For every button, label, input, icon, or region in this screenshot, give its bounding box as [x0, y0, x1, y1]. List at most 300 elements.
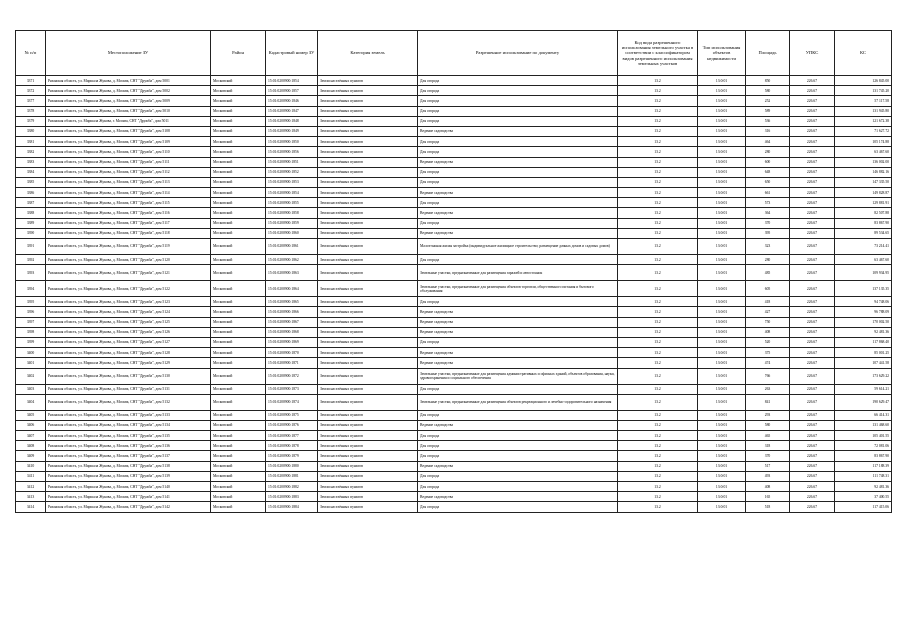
- cell-use-code: 13.2: [618, 337, 698, 347]
- cell-location: Рязанская область, ул. Маршала Жукова, д. Москва, СНТ "Дружба", дом 5121: [46, 265, 211, 281]
- cell-cadastral-number: 15:01:0200900:1846: [266, 96, 318, 106]
- cell-ks: 173 629.22: [835, 368, 892, 384]
- cell-object-type: 13:0:01: [698, 228, 746, 238]
- cell-location: Рязанская область, ул. Маршала Жукова, д. Москва, СНТ "Дружба", дом 5134: [46, 420, 211, 430]
- cell-area: 648: [746, 167, 790, 177]
- cell-upks: 226.67: [790, 317, 835, 327]
- cell-object-type: 13:0:01: [698, 167, 746, 177]
- cell-cadastral-number: 15:01:0200900:1873: [266, 384, 318, 394]
- cell-land-category: Земли населённых пунктов: [318, 358, 418, 368]
- cell-cadastral-number: 15:01:0200900:1862: [266, 255, 318, 265]
- cell-ks: 131 745.20: [835, 86, 892, 96]
- cell-permitted-use: Для огорода: [418, 255, 618, 265]
- cell-location: Рязанская область, ул. Маршала Жукова, д. Москва, СНТ "Дружба", дом 5111: [46, 157, 211, 167]
- cell-use-code: 13.2: [618, 471, 698, 481]
- cell-ks: 136 002.00: [835, 157, 892, 167]
- cell-land-category: Земли населённых пунктов: [318, 492, 418, 502]
- cell-number: 3380: [16, 126, 46, 136]
- cell-number: 3403: [16, 384, 46, 394]
- cell-permitted-use: Для огорода: [418, 167, 618, 177]
- cell-land-category: Земли населённых пунктов: [318, 384, 418, 394]
- cell-area: 252: [746, 96, 790, 106]
- cell-use-code: 13.2: [618, 368, 698, 384]
- table-row: [16, 492, 892, 502]
- cell-object-type: 13:0:01: [698, 297, 746, 307]
- cell-ks: 149 828.87: [835, 188, 892, 198]
- cell-location: Рязанская область, ул. Маршала Жукова, д. Москва, СНТ "Дружба", дом 5126: [46, 327, 211, 337]
- cell-area: 165: [746, 492, 790, 502]
- cell-ks: 117 868.40: [835, 337, 892, 347]
- cell-object-type: 13:0:01: [698, 441, 746, 451]
- cell-area: 323: [746, 239, 790, 255]
- cell-use-code: 13.2: [618, 327, 698, 337]
- cell-use-code: 13.2: [618, 420, 698, 430]
- cell-location: Рязанская область, ул. Маршала Жукова, д. Москва, СНТ "Дружба", дом 5113: [46, 177, 211, 187]
- cell-use-code: 13.2: [618, 137, 698, 147]
- cell-number: 3395: [16, 297, 46, 307]
- cell-ks: 105 401.55: [835, 431, 892, 441]
- cell-ks: 137 135.35: [835, 281, 892, 297]
- cell-area: 605: [746, 281, 790, 297]
- cell-location: Рязанская область, ул. Маршала Жукова, д. Москва, СНТ "Дружба", дом 5133: [46, 410, 211, 420]
- col-header-district: Район: [211, 31, 266, 76]
- cell-number: 3385: [16, 177, 46, 187]
- cell-number: 3394: [16, 281, 46, 297]
- cell-object-type: 13:0:01: [698, 96, 746, 106]
- cell-district: Московский: [211, 126, 266, 136]
- table-row: [16, 368, 892, 384]
- table-row: [16, 502, 892, 512]
- table-row: [16, 281, 892, 297]
- cell-ks: 83 867.90: [835, 451, 892, 461]
- cell-upks: 226.67: [790, 492, 835, 502]
- cell-upks: 226.67: [790, 126, 835, 136]
- col-header-ks: КС: [835, 31, 892, 76]
- col-header-permitted-use: Разрешенное использование по документу: [418, 31, 618, 76]
- table-row: [16, 297, 892, 307]
- cell-area: 418: [746, 297, 790, 307]
- table-row: [16, 106, 892, 116]
- cell-number: 3413: [16, 492, 46, 502]
- cell-land-category: Земли населённых пунктов: [318, 126, 418, 136]
- cell-district: Московский: [211, 188, 266, 198]
- cell-use-code: 13.2: [618, 394, 698, 410]
- cell-location: Рязанская область, ул. Маршала Жукова, д. Москва, СНТ "Дружба", дом 5141: [46, 492, 211, 502]
- cell-land-category: Земли населённых пунктов: [318, 368, 418, 384]
- table-row: [16, 126, 892, 136]
- cell-area: 263: [746, 384, 790, 394]
- cell-area: 464: [746, 137, 790, 147]
- cell-object-type: 13:0:01: [698, 384, 746, 394]
- cell-area: 536: [746, 116, 790, 126]
- cell-use-code: 13.2: [618, 208, 698, 218]
- cell-location: Рязанская область, ул. Маршала Жукова, д. Москва, СНТ "Дружба", дом 5116: [46, 208, 211, 218]
- cell-ks: 89 534.65: [835, 228, 892, 238]
- cell-upks: 226.67: [790, 327, 835, 337]
- cell-location: Рязанская область, ул. Маршала Жукова, д. Москва, СНТ "Дружба", дом 5125: [46, 317, 211, 327]
- cell-use-code: 13.2: [618, 157, 698, 167]
- table-row: [16, 482, 892, 492]
- cell-number: 3390: [16, 228, 46, 238]
- cell-cadastral-number: 15:01:0200900:1860: [266, 228, 318, 238]
- col-header-use-code: Код вида разрешенного использования земельного участка в соответствии с классификатором видов разрешенного использования земельных участков: [618, 31, 698, 76]
- cell-location: Рязанская область, ул. Маршала Жукова, д. Москва, СНТ "Дружба", дом 5135: [46, 431, 211, 441]
- cell-ks: 146 882.16: [835, 167, 892, 177]
- cell-land-category: Земли населённых пунктов: [318, 394, 418, 410]
- cell-cadastral-number: 15:01:0200900:1850: [266, 137, 318, 147]
- cell-land-category: Земли населённых пунктов: [318, 76, 418, 86]
- cell-location: Рязанская область, ул. Маршала Жукова, д. Москва, СНТ "Дружба", дом 5118: [46, 228, 211, 238]
- cell-use-code: 13.2: [618, 348, 698, 358]
- cell-land-category: Земли населённых пунктов: [318, 147, 418, 157]
- cell-ks: 105 174.88: [835, 137, 892, 147]
- cell-district: Московский: [211, 218, 266, 228]
- cell-location: Рязанская область, ул. Маршала Жукова, д. Москва, СНТ "Дружба", дом 5128: [46, 348, 211, 358]
- cell-ks: 147 335.50: [835, 177, 892, 187]
- table-row: [16, 255, 892, 265]
- cell-district: Московский: [211, 228, 266, 238]
- cell-district: Московский: [211, 157, 266, 167]
- cell-district: Московский: [211, 239, 266, 255]
- cell-upks: 226.67: [790, 358, 835, 368]
- cell-number: 3393: [16, 265, 46, 281]
- table-row: [16, 431, 892, 441]
- cell-location: Рязанская область, ул. Маршала Жукова, д. Москва, СНТ "Дружба", дом 5127: [46, 337, 211, 347]
- cell-land-category: Земли населённых пунктов: [318, 327, 418, 337]
- cell-district: Московский: [211, 297, 266, 307]
- cell-cadastral-number: 15:01:0200900:1884: [266, 502, 318, 512]
- table-row: [16, 358, 892, 368]
- cell-object-type: 13:0:01: [698, 106, 746, 116]
- table-header-row: [16, 31, 892, 76]
- cell-land-category: Земли населённых пунктов: [318, 208, 418, 218]
- cell-permitted-use: Для огорода: [418, 441, 618, 451]
- cell-ks: 131 945.80: [835, 106, 892, 116]
- table-body: [16, 76, 892, 513]
- col-header-cadastral-number: Кадастровый номер ЗУ: [266, 31, 318, 76]
- cell-object-type: 13:0:01: [698, 218, 746, 228]
- cell-cadastral-number: 15:01:0200900:1848: [266, 116, 318, 126]
- table-row: [16, 394, 892, 410]
- table-row: [16, 96, 892, 106]
- cell-area: 766: [746, 368, 790, 384]
- cell-ks: 71 627.72: [835, 126, 892, 136]
- cell-permitted-use: Для огорода: [418, 297, 618, 307]
- table-row: [16, 116, 892, 126]
- land-plot-table: [15, 30, 892, 513]
- cell-number: 3414: [16, 502, 46, 512]
- cell-cadastral-number: 15:01:0200900:1880: [266, 461, 318, 471]
- cell-ks: 63 467.60: [835, 147, 892, 157]
- cell-location: Рязанская область, ул. Маршала Жукова, д. Москва, СНТ "Дружба", дом 5114: [46, 188, 211, 198]
- cell-cadastral-number: 15:01:0200900:1857: [266, 86, 318, 96]
- cell-location: Рязанская область, ул. Маршала Жукова, д. Москва, СНТ "Дружба", дом 5115: [46, 198, 211, 208]
- cell-permitted-use: Для огорода: [418, 198, 618, 208]
- cell-land-category: Земли населённых пунктов: [318, 297, 418, 307]
- cell-district: Московский: [211, 317, 266, 327]
- cell-area: 650: [746, 177, 790, 187]
- cell-number: 3379: [16, 116, 46, 126]
- cell-land-category: Земли населённых пунктов: [318, 86, 418, 96]
- cell-number: 3402: [16, 368, 46, 384]
- cell-use-code: 13.2: [618, 441, 698, 451]
- cell-area: 408: [746, 482, 790, 492]
- cell-use-code: 13.2: [618, 188, 698, 198]
- cell-number: 3405: [16, 410, 46, 420]
- cell-location: Рязанская область, ул. Маршала Жукова, д. Москва, СНТ "Дружба", дом 5117: [46, 218, 211, 228]
- cell-location: Рязанская область, ул. Маршала Жукова, д. Москва, СНТ "Дружба", дом 5001: [46, 76, 211, 86]
- cell-land-category: Земли населённых пунктов: [318, 137, 418, 147]
- cell-ks: 121 672.38: [835, 116, 892, 126]
- cell-upks: 226.67: [790, 86, 835, 96]
- cell-cadastral-number: 15:01:0200900:1849: [266, 126, 318, 136]
- cell-cadastral-number: 15:01:0200900:1882: [266, 482, 318, 492]
- cell-object-type: 13:0:01: [698, 471, 746, 481]
- cell-ks: 96 788.09: [835, 307, 892, 317]
- col-header-object-type: Тип использования объектов недвижимости: [698, 31, 746, 76]
- cell-permitted-use: Для огорода: [418, 471, 618, 481]
- cell-land-category: Земли населённых пунктов: [318, 307, 418, 317]
- cell-permitted-use: Земельные участки, предназначенные для размещения гаражей и автостоянок: [418, 265, 618, 281]
- cell-area: 485: [746, 265, 790, 281]
- cell-object-type: 13:0:01: [698, 177, 746, 187]
- cell-object-type: 13:0:01: [698, 198, 746, 208]
- cell-permitted-use: Для огорода: [418, 177, 618, 187]
- cell-number: 3392: [16, 255, 46, 265]
- cell-upks: 226.67: [790, 198, 835, 208]
- cell-upks: 226.67: [790, 441, 835, 451]
- cell-ks: 37 400.55: [835, 492, 892, 502]
- cell-permitted-use: Для огорода: [418, 106, 618, 116]
- cell-permitted-use: Для огорода: [418, 337, 618, 347]
- cell-cadastral-number: 15:01:0200900:1861: [266, 239, 318, 255]
- cell-permitted-use: Для огорода: [418, 96, 618, 106]
- cell-district: Московский: [211, 461, 266, 471]
- cell-district: Московский: [211, 502, 266, 512]
- cell-land-category: Земли населённых пунктов: [318, 348, 418, 358]
- cell-number: 3412: [16, 482, 46, 492]
- cell-object-type: 13:0:01: [698, 116, 746, 126]
- cell-ks: 82 507.88: [835, 208, 892, 218]
- cell-district: Московский: [211, 255, 266, 265]
- cell-land-category: Земли населённых пунктов: [318, 431, 418, 441]
- table-row: [16, 239, 892, 255]
- cell-location: Рязанская область, ул. Маршала Жукова, д. Москва, СНТ "Дружба", дом 5122: [46, 281, 211, 297]
- cell-area: 600: [746, 157, 790, 167]
- cell-ks: 92 481.36: [835, 327, 892, 337]
- cell-area: 427: [746, 307, 790, 317]
- cell-use-code: 13.2: [618, 358, 698, 368]
- cell-object-type: 13:0:01: [698, 76, 746, 86]
- cell-location: Рязанская область, ул. Маршала Жукова, д. Москва, СНТ "Дружба", дом 5120: [46, 255, 211, 265]
- cell-cadastral-number: 15:01:0200900:1856: [266, 147, 318, 157]
- cell-number: 3391: [16, 239, 46, 255]
- cell-upks: 226.67: [790, 208, 835, 218]
- cell-upks: 226.67: [790, 297, 835, 307]
- cell-permitted-use: Для огорода: [418, 137, 618, 147]
- cell-area: 518: [746, 502, 790, 512]
- cell-number: 3400: [16, 348, 46, 358]
- cell-cadastral-number: 15:01:0200900:1865: [266, 297, 318, 307]
- cell-area: 841: [746, 394, 790, 410]
- cell-use-code: 13.2: [618, 147, 698, 157]
- cell-area: 364: [746, 208, 790, 218]
- cell-ks: 63 467.60: [835, 255, 892, 265]
- cell-ks: 117 188.39: [835, 461, 892, 471]
- cell-cadastral-number: 15:01:0200900:1869: [266, 337, 318, 347]
- cell-location: Рязанская область, ул. Маршала Жукова, д. Москва, СНТ "Дружба", дом 5140: [46, 482, 211, 492]
- cell-district: Московский: [211, 86, 266, 96]
- cell-number: 3407: [16, 431, 46, 441]
- cell-permitted-use: Для огорода: [418, 147, 618, 157]
- cell-upks: 226.67: [790, 106, 835, 116]
- cell-number: 3372: [16, 86, 46, 96]
- cell-object-type: 13:0:01: [698, 255, 746, 265]
- cell-upks: 226.67: [790, 137, 835, 147]
- cell-area: 493: [746, 471, 790, 481]
- cell-use-code: 13.2: [618, 126, 698, 136]
- cell-use-code: 13.2: [618, 461, 698, 471]
- cell-object-type: 13:0:01: [698, 394, 746, 410]
- cell-number: 3378: [16, 106, 46, 116]
- table-row: [16, 167, 892, 177]
- cell-use-code: 13.2: [618, 167, 698, 177]
- cell-location: Рязанская область, ул. Маршала Жукова, д. Москва, СНТ "Дружба", дом 5010: [46, 106, 211, 116]
- cell-district: Московский: [211, 281, 266, 297]
- cell-cadastral-number: 15:01:0200900:1868: [266, 327, 318, 337]
- cell-permitted-use: Для огорода: [418, 384, 618, 394]
- cell-ks: 59 614.21: [835, 384, 892, 394]
- cell-upks: 226.67: [790, 384, 835, 394]
- cell-use-code: 13.2: [618, 106, 698, 116]
- cell-number: 3389: [16, 218, 46, 228]
- cell-area: 375: [746, 348, 790, 358]
- cell-upks: 226.67: [790, 471, 835, 481]
- cell-number: 3404: [16, 394, 46, 410]
- cell-upks: 226.67: [790, 368, 835, 384]
- cell-land-category: Земли населённых пунктов: [318, 281, 418, 297]
- cell-location: Рязанская область, ул. Маршала Жукова, д. Москва, СНТ "Дружба", дом 5109: [46, 137, 211, 147]
- cell-district: Московский: [211, 420, 266, 430]
- cell-cadastral-number: 15:01:0200900:1878: [266, 441, 318, 451]
- table-row: [16, 76, 892, 86]
- cell-location: Рязанская область, ул. Маршала Жукова, д. Москва, СНТ "Дружба", дом 5139: [46, 471, 211, 481]
- cell-ks: 85 001.25: [835, 348, 892, 358]
- cell-upks: 226.67: [790, 218, 835, 228]
- cell-number: 3406: [16, 420, 46, 430]
- cell-cadastral-number: 15:01:0200900:1852: [266, 167, 318, 177]
- cell-permitted-use: Земельные участки, предназначенные для размещения объектов торговли, общественного питания и бытового обслуживания: [418, 281, 618, 297]
- cell-ks: 170 002.50: [835, 317, 892, 327]
- cell-use-code: 13.2: [618, 317, 698, 327]
- cell-location: Рязанская область, ул. Маршала Жукова, д. Москва, СНТ "Дружба", дом 5119: [46, 239, 211, 255]
- cell-permitted-use: Для огорода: [418, 410, 618, 420]
- cell-object-type: 13:0:01: [698, 265, 746, 281]
- cell-use-code: 13.2: [618, 76, 698, 86]
- cell-land-category: Земли населённых пунктов: [318, 239, 418, 255]
- cell-land-category: Земли населённых пунктов: [318, 410, 418, 420]
- cell-ks: 72 081.06: [835, 441, 892, 451]
- cell-upks: 226.67: [790, 410, 835, 420]
- cell-district: Московский: [211, 492, 266, 502]
- cell-cadastral-number: 15:01:0200900:1858: [266, 208, 318, 218]
- cell-land-category: Земли населённых пунктов: [318, 157, 418, 167]
- cell-permitted-use: Ведение садоводства: [418, 188, 618, 198]
- table-row: [16, 451, 892, 461]
- cell-permitted-use: Ведение садоводства: [418, 420, 618, 430]
- cell-upks: 226.67: [790, 265, 835, 281]
- cell-use-code: 13.2: [618, 482, 698, 492]
- cell-ks: 66 414.31: [835, 410, 892, 420]
- cell-land-category: Земли населённых пунктов: [318, 317, 418, 327]
- col-header-number: № п/п: [16, 31, 46, 76]
- cell-location: Рязанская область, ул. Маршала Жукова, д. Москва, СНТ "Дружба", дом 5112: [46, 167, 211, 177]
- cell-use-code: 13.2: [618, 228, 698, 238]
- cell-upks: 226.67: [790, 420, 835, 430]
- cell-area: 370: [746, 451, 790, 461]
- cell-location: Рязанская область, ул. Маршала Жукова, д. Москва, СНТ "Дружба", дом 5130: [46, 368, 211, 384]
- cell-upks: 226.67: [790, 281, 835, 297]
- cell-number: 3410: [16, 461, 46, 471]
- cell-object-type: 13:0:01: [698, 188, 746, 198]
- register-sheet: [15, 30, 891, 513]
- cell-cadastral-number: 15:01:0200900:1881: [266, 471, 318, 481]
- cell-ks: 83 867.90: [835, 218, 892, 228]
- cell-district: Московский: [211, 106, 266, 116]
- cell-area: 408: [746, 327, 790, 337]
- table-row: [16, 177, 892, 187]
- cell-upks: 226.67: [790, 147, 835, 157]
- cell-district: Московский: [211, 147, 266, 157]
- cell-land-category: Земли населённых пунктов: [318, 337, 418, 347]
- cell-permitted-use: Ведение садоводства: [418, 157, 618, 167]
- cell-number: 3399: [16, 337, 46, 347]
- cell-upks: 226.67: [790, 96, 835, 106]
- cell-location: Рязанская область, ул. Маршала Жукова, д. Москва, СНТ "Дружба", дом 5110: [46, 147, 211, 157]
- cell-district: Московский: [211, 482, 266, 492]
- cell-object-type: 13:0:01: [698, 348, 746, 358]
- cell-number: 3409: [16, 451, 46, 461]
- cell-permitted-use: Для огорода: [418, 116, 618, 126]
- cell-land-category: Земли населённых пунктов: [318, 461, 418, 471]
- cell-number: 3398: [16, 327, 46, 337]
- cell-permitted-use: Для огорода: [418, 86, 618, 96]
- cell-use-code: 13.2: [618, 86, 698, 96]
- cell-ks: 117 415.06: [835, 502, 892, 512]
- cell-object-type: 13:0:01: [698, 147, 746, 157]
- cell-number: 3411: [16, 471, 46, 481]
- cell-land-category: Земли населённых пунктов: [318, 265, 418, 281]
- cell-upks: 226.67: [790, 188, 835, 198]
- col-header-area: Площадь: [746, 31, 790, 76]
- cell-object-type: 13:0:01: [698, 502, 746, 512]
- cell-district: Московский: [211, 348, 266, 358]
- cell-object-type: 13:0:01: [698, 431, 746, 441]
- cell-number: 3397: [16, 317, 46, 327]
- table-row: [16, 441, 892, 451]
- col-header-upks: УПКС: [790, 31, 835, 76]
- table-row: [16, 384, 892, 394]
- cell-district: Московский: [211, 368, 266, 384]
- cell-location: Рязанская область, ул. Маршала Жукова, г. Москва, СНТ "Дружба", дом 5011: [46, 116, 211, 126]
- cell-upks: 226.67: [790, 228, 835, 238]
- table-row: [16, 317, 892, 327]
- table-row: [16, 327, 892, 337]
- cell-cadastral-number: 15:01:0200900:1864: [266, 281, 318, 297]
- cell-object-type: 13:0:01: [698, 281, 746, 297]
- cell-use-code: 13.2: [618, 384, 698, 394]
- cell-cadastral-number: 15:01:0200900:1855: [266, 198, 318, 208]
